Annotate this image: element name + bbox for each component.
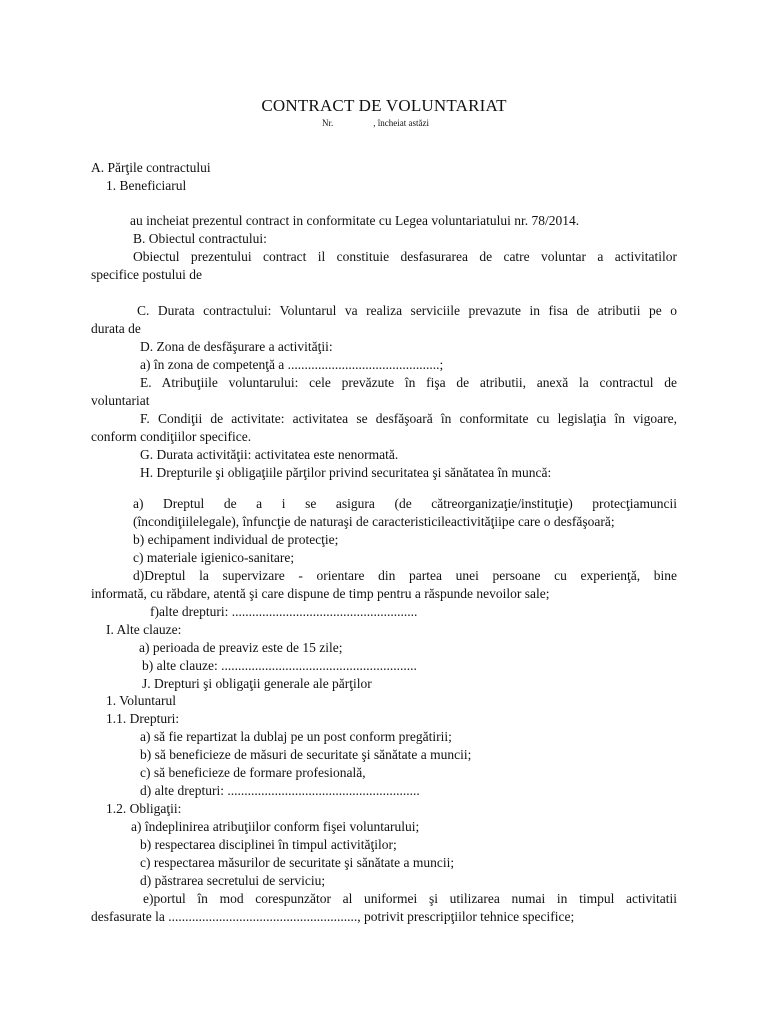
section-f-text-2: conform condiţiilor specifice. <box>91 429 252 444</box>
section-j-header: J. Drepturi şi obligaţii generale ale părţilor <box>142 676 372 691</box>
rights-item-c: c) să beneficieze de formare profesională, <box>140 765 366 780</box>
section-h-header: H. Drepturile şi obligaţiile părţilor privind securitatea şi sănătatea în muncă: <box>140 465 552 480</box>
section-d-header: D. Zona de desfăşurare a activităţii: <box>140 339 333 354</box>
intro-line: au incheiat prezentul contract in conformitate cu Legea voluntariatului nr. 78/2014. <box>130 213 580 228</box>
section-c-text-2: durata de <box>91 321 141 336</box>
section-c-text-1: C. Durata contractului: Voluntarul va realiza serviciile prevazute in fisa de atributii pe o <box>137 303 677 318</box>
obligations-item-d: d) păstrarea secretului de serviciu; <box>140 873 326 888</box>
section-j-obligations-header: 1.2. Obligaţii: <box>106 801 182 816</box>
section-h-item-d-2: informată, cu răbdare, atentă şi care dispune de timp pentru a răspunde nevoilor sale; <box>91 586 550 601</box>
section-j-volunteer: 1. Voluntarul <box>106 693 177 708</box>
section-i-header: I. Alte clauze: <box>106 622 182 637</box>
obligations-item-e-2: desfasurate la ........................................................, potrivit prescripţiilor tehnice specifice; <box>91 909 575 924</box>
section-b-text-2: specifice postului de <box>91 267 202 282</box>
obligations-item-e-1: e)portul în mod corespunzător al uniformei şi utilizarea numai in timpul activitatii <box>143 891 677 906</box>
section-b-text-1: Obiectul prezentului contract il constituie desfasurarea de catre voluntar a activitatilor <box>133 249 677 264</box>
obligations-item-c: c) respectarea măsurilor de securitate şi sănătate a muncii; <box>140 855 455 870</box>
section-b-header: B. Obiectul contractului: <box>133 231 267 246</box>
section-e-text-2: voluntariat <box>91 393 150 408</box>
rights-item-d: d) alte drepturi: ......................................................... <box>140 783 420 798</box>
rights-item-b: b) să beneficieze de măsuri de securitate şi sănătate a muncii; <box>140 747 472 762</box>
section-f-text-1: F. Condiţii de activitate: activitatea se desfăşoară în conformitate cu legislaţia în vigoare, <box>140 411 677 426</box>
section-e-text-1: E. Atribuţiile voluntarului: cele prevăzute în fişa de atributii, anexă la contractul de <box>140 375 677 390</box>
contract-date-label: , încheiat astăzi <box>373 118 429 128</box>
section-j-rights-header: 1.1. Drepturi: <box>106 711 180 726</box>
section-a-header: A. Părţile contractului <box>91 160 211 175</box>
document-subtitle <box>322 117 429 129</box>
section-h-item-c: c) materiale igienico-sanitare; <box>133 550 295 565</box>
contract-number-label: Nr. <box>322 118 334 128</box>
obligations-item-a: a) îndeplinirea atribuţiilor conform fişei voluntarului; <box>131 819 420 834</box>
section-h-item-d-1: d)Dreptul la supervizare - orientare din partea unei persoane cu experienţă, bine <box>133 568 677 583</box>
section-h-item-f: f)alte drepturi: ....................................................... <box>150 604 418 619</box>
document-title: CONTRACT DE VOLUNTARIAT <box>261 96 507 115</box>
section-g-text: G. Durata activităţii: activitatea este nenormată. <box>140 447 399 462</box>
section-d-item-a: a) în zona de competenţă a .............................................; <box>140 357 444 372</box>
section-h-item-a-1: a) Dreptul de a i se asigura (de cătreorganizaţie/instituţie) protecţiamuncii <box>133 496 677 511</box>
section-i-item-b: b) alte clauze: .......................................................... <box>142 658 417 673</box>
section-h-item-b: b) echipament individual de protecţie; <box>133 532 339 547</box>
rights-item-a: a) să fie repartizat la dublaj pe un post conform pregătirii; <box>140 729 452 744</box>
party-beneficiary: 1. Beneficiarul <box>106 178 187 193</box>
section-i-item-a: a) perioada de preaviz este de 15 zile; <box>139 640 343 655</box>
section-h-item-a-2: (încondiţiilelegale), înfuncţie de naturaşi de caracteristicileactivităţiipe care o desfăşoară; <box>133 514 615 529</box>
obligations-item-b: b) respectarea disciplinei în timpul activităţilor; <box>140 837 397 852</box>
